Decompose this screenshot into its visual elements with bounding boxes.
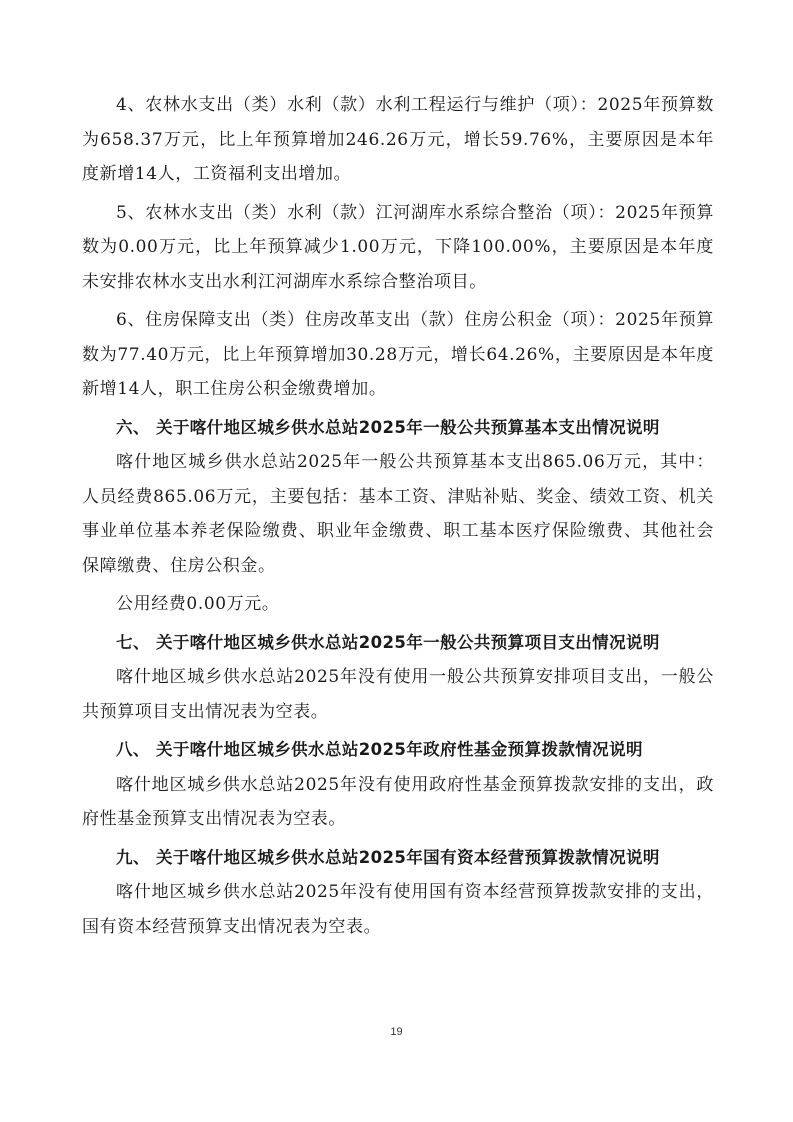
- section-9-body: 喀什地区城乡供水总站2025年没有使用国有资本经营预算拨款安排的支出，国有资本经营预算支出情况表为空表。: [82, 882, 714, 937]
- section-6-body: 喀什地区城乡供水总站2025年一般公共预算基本支出865.06万元，其中：人员经费865.06万元，主要包括：基本工资、津贴补贴、奖金、绩效工资、机关事业单位基本养老保险缴费、职业年金缴费、职工基本医疗保险缴费、其他社会保障缴费、住房公积金。: [82, 452, 714, 576]
- paragraph-item-4: 4、农林水支出（类）水利（款）水利工程运行与维护（项）：2025年预算数为658.37万元，比上年预算增加246.26万元，增长59.76%，主要原因是本年度新增14人，工资福利支出增加。: [82, 95, 714, 184]
- section-heading-7: 七、 关于喀什地区城乡供水总站2025年一般公共预算项目支出情况说明: [116, 632, 660, 652]
- section-heading-8: 八、 关于喀什地区城乡供水总站2025年政府性基金预算拨款情况说明: [116, 740, 643, 759]
- paragraph-item-6: 6、住房保障支出（类）住房改革支出（款）住房公积金（项）：2025年预算数为77.40万元，比上年预算增加30.28万元，增长64.26%，主要原因是本年度新增14人，职工住房公积金缴费增加。: [82, 310, 714, 399]
- section-heading-6: 六、 关于喀什地区城乡供水总站2025年一般公共预算基本支出情况说明: [116, 417, 660, 437]
- section-heading-9: 九、 关于喀什地区城乡供水总站2025年国有资本经营预算拨款情况说明: [116, 847, 660, 867]
- page-content: [82, 88, 714, 944]
- section-6-public-funds: 公用经费0.00万元。: [116, 594, 280, 614]
- page-number: 19: [390, 1026, 403, 1038]
- section-8-body: 喀什地区城乡供水总站2025年没有使用政府性基金预算拨款安排的支出，政府性基金预算支出情况表为空表。: [82, 774, 714, 829]
- paragraph-item-5: 5、农林水支出（类）水利（款）江河湖库水系综合整治（项）：2025年预算数为0.00万元，比上年预算减少1.00万元，下降100.00%，主要原因是本年度未安排农林水支出水利江河湖库水系综合整治项目。: [82, 202, 714, 292]
- section-7-body: 喀什地区城乡供水总站2025年没有使用一般公共预算安排项目支出，一般公共预算项目支出情况表为空表。: [82, 667, 714, 722]
